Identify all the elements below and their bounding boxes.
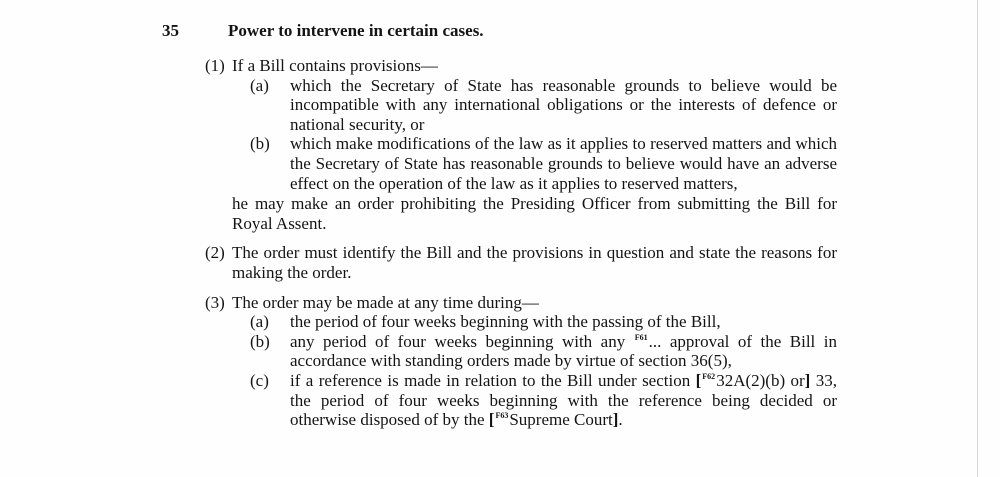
- paragraph-text: [290, 332, 837, 371]
- text-run: ... approval of the Bill in accordance with standing orders made by virtue of section 36(5),: [290, 331, 838, 371]
- footnote-ref-f61[interactable]: F61: [634, 333, 648, 343]
- subsection-number: (2): [205, 243, 225, 263]
- section-title: Power to intervene in certain cases.: [228, 21, 484, 40]
- subsection-2: [205, 243, 837, 282]
- page-edge-line: [977, 0, 978, 477]
- paragraph-text: which the Secretary of State has reasonable grounds to believe would be incompatible with any international obligations or the interests of defence or national security, or: [290, 75, 837, 134]
- paragraph-3b: [250, 332, 837, 371]
- paragraph-text: which make modifications of the law as it applies to reserved matters and which the Secretary of State has reasonable grounds to believe would have an adverse effect on the operation of the law as it applies to reserved matters,: [290, 134, 837, 193]
- paragraph-number: (c): [250, 370, 269, 390]
- paragraph-number: (a): [250, 75, 269, 95]
- subsection-1: [205, 56, 837, 76]
- paragraph-3a: [250, 312, 837, 332]
- footnote-ref-f63[interactable]: F63: [495, 411, 509, 421]
- amendment-bracket-close: ]: [804, 370, 811, 390]
- subsection-text: The order may be made at any time during—: [232, 292, 539, 312]
- subsection-1-closing: he may make an order prohibiting the Presiding Officer from submitting the Bill for Royal Assent.: [232, 194, 837, 233]
- section-heading: [162, 21, 484, 41]
- section-body: [205, 56, 837, 430]
- footnote-ref-f62[interactable]: F62: [702, 372, 716, 382]
- amendment-bracket-close: ]: [612, 410, 619, 430]
- text-run: Supreme Court: [509, 410, 613, 430]
- subsection-text: The order must identify the Bill and the provisions in question and state the reasons for making the order.: [232, 243, 837, 282]
- paragraph-text: [290, 371, 837, 430]
- text-run: 33, the period of four weeks beginning with the reference being decided or otherwise disposed of by the: [290, 370, 837, 430]
- paragraph-1b: [250, 134, 837, 193]
- amendment-bracket-open: [: [695, 370, 702, 390]
- section-number: 35: [162, 21, 179, 40]
- text-run: any period of four weeks beginning with any: [290, 331, 634, 351]
- amendment-bracket-open: [: [488, 410, 495, 430]
- text-run: if a reference is made in relation to the Bill under section: [290, 370, 696, 390]
- paragraph-number: (b): [250, 331, 270, 351]
- text-run: 32A(2)(b) or: [716, 370, 805, 390]
- subsection-number: (3): [205, 292, 225, 312]
- paragraph-3c: [250, 371, 837, 430]
- subsection-number: (1): [205, 56, 225, 75]
- text-run: .: [618, 410, 623, 430]
- subsection-text: If a Bill contains provisions—: [232, 56, 438, 75]
- paragraph-number: (b): [250, 134, 270, 154]
- paragraph-text: the period of four weeks beginning with the passing of the Bill,: [290, 312, 721, 332]
- paragraph-1a: [250, 76, 837, 135]
- subsection-3: [205, 293, 837, 313]
- paragraph-number: (a): [250, 312, 269, 332]
